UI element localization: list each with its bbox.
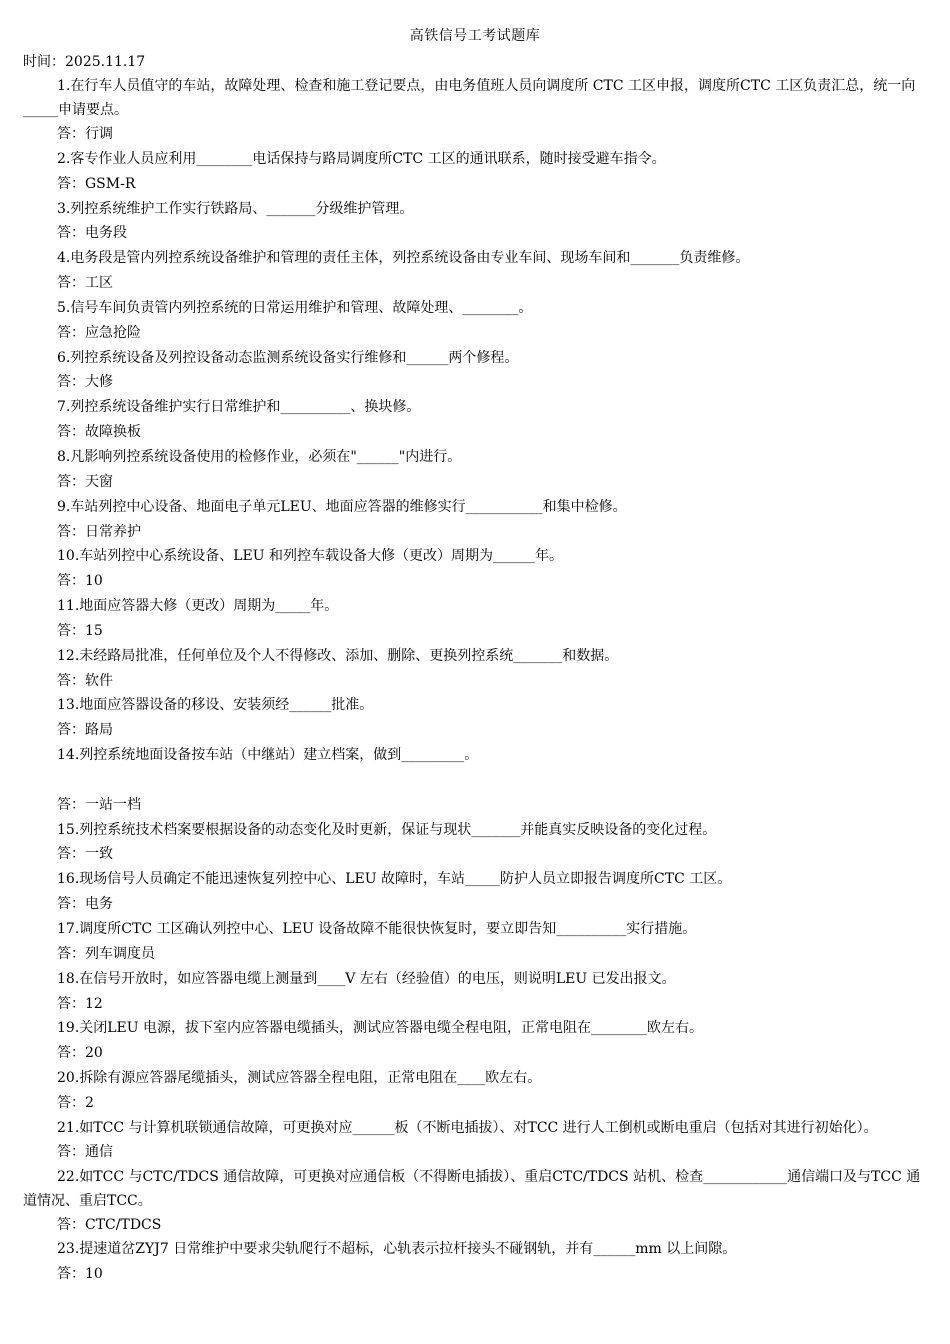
question-text: 12.未经路局批准，任何单位及个人不得修改、添加、删除、更换列控系统_______和数据。 (57, 647, 619, 664)
qa-item-21 (23, 1116, 928, 1165)
qa-item-7 (23, 395, 928, 445)
answer-text: 答：故障换板 (57, 424, 141, 441)
qa-item-3 (23, 197, 928, 247)
question-text: 10.车站列控中心系统设备、LEU 和列控车载设备大修（更改）周期为______年。 (57, 548, 564, 565)
answer-text: 答：CTC/TDCS (57, 1216, 162, 1233)
answer-text: 答：路局 (57, 722, 113, 739)
question-text: 20.拆除有源应答器尾缆插头，测试应答器全程电阻，正常电阻在____欧左右。 (57, 1070, 542, 1087)
qa-item-11 (23, 594, 928, 644)
answer-text: 答：2 (57, 1094, 94, 1111)
question-text: 9.车站列控中心设备、地面电子单元LEU、地面应答器的维修实行___________和集中检修。 (57, 498, 627, 515)
question-text: 11.地面应答器大修（更改）周期为_____年。 (57, 598, 339, 615)
answer-text: 答：一致 (57, 846, 113, 863)
question-text: 21.如TCC 与计算机联锁通信故障，可更换对应______板（不断电插拔）、对TCC 进行人工倒机或断电重启（包括对其进行初始化）。 (57, 1119, 878, 1136)
question-text: 2.客专作业人员应利用________电话保持与路局调度所CTC 工区的通讯联系，随时接受避车指令。 (57, 150, 666, 167)
qa-item-1 (23, 74, 928, 147)
question-text: 6.列控系统设备及列控设备动态监测系统设备实行维修和______两个修程。 (57, 349, 519, 366)
qa-item-8 (23, 445, 928, 495)
qa-item-19 (23, 1016, 928, 1066)
question-text: 23.提速道岔ZYJ7 日常维护中要求尖轨爬行不超标，心轨表示拉杆接头不碰钢轨，并有______mm 以上间隙。 (57, 1241, 737, 1258)
question-text: 7.列控系统设备维护实行日常维护和__________、换块修。 (57, 399, 421, 416)
answer-text: 答：天窗 (57, 473, 113, 490)
document-title: 高铁信号工考试题库 (409, 28, 541, 44)
qa-item-5 (23, 296, 928, 346)
qa-item-20 (23, 1066, 928, 1116)
answer-text: 答：电务 (57, 896, 113, 913)
answer-text: 答：日常养护 (57, 523, 141, 540)
answer-text: 答：大修 (57, 374, 113, 391)
qa-item-14 (23, 743, 928, 818)
question-text: 22.如TCC 与CTC/TDCS 通信故障，可更换对应通信板（不得断电插拔）、重启CTC/TDCS 站机、检查____________通信端口及与TCC 通道情况、重启TCC。 (23, 1168, 921, 1209)
answer-text: 答：软件 (57, 672, 113, 689)
question-text: 14.列控系统地面设备按车站（中继站）建立档案，做到_________。 (57, 747, 479, 764)
document-time: 时间：2025.11.17 (23, 54, 146, 70)
question-text: 8.凡影响列控系统设备使用的检修作业，必须在"______"内进行。 (57, 448, 462, 465)
answer-text: 答：10 (57, 1266, 103, 1283)
qa-item-23 (23, 1237, 928, 1287)
qa-item-6 (23, 346, 928, 396)
answer-text: 答：电务段 (57, 225, 127, 242)
qa-item-4 (23, 246, 928, 296)
question-list (23, 74, 928, 1287)
qa-item-16 (23, 867, 928, 917)
question-text: 1.在行车人员值守的车站，故障处理、检查和施工登记要点，由电务值班人员向调度所 CTC 工区申报，调度所CTC 工区负责汇总，统一向_____申请要点。 (23, 78, 916, 118)
question-text: 13.地面应答器设备的移设、安装须经______批准。 (57, 697, 374, 714)
qa-item-2 (23, 147, 928, 197)
question-text: 18.在信号开放时，如应答器电缆上测量到____V 左右（经验值）的电压，则说明LEU 已发出报文。 (57, 970, 676, 987)
qa-item-13 (23, 693, 928, 743)
question-text: 16.现场信号人员确定不能迅速恢复列控中心、LEU 故障时，车站_____防护人员立即报告调度所CTC 工区。 (57, 871, 732, 888)
answer-text: 答：通信 (57, 1143, 113, 1160)
answer-text: 答：应急抢险 (57, 324, 141, 341)
qa-item-17 (23, 917, 928, 967)
qa-item-12 (23, 644, 928, 694)
blank-line (23, 768, 928, 793)
answer-text: 答：10 (57, 573, 103, 590)
answer-text: 答：20 (57, 1045, 103, 1062)
answer-text: 答：一站一档 (57, 796, 141, 813)
question-text: 5.信号车间负责管内列控系统的日常运用维护和管理、故障处理、________。 (57, 299, 533, 316)
qa-item-9 (23, 495, 928, 545)
answer-text: 答：GSM-R (57, 175, 136, 192)
qa-item-10 (23, 544, 928, 594)
question-text: 4.电务段是管内列控系统设备维护和管理的责任主体，列控系统设备由专业车间、现场车间和_______负责维修。 (57, 250, 750, 267)
question-text: 19.关闭LEU 电源，拔下室内应答器电缆插头，测试应答器电缆全程电阻，正常电阻在________欧左右。 (57, 1020, 704, 1037)
qa-item-18 (23, 967, 928, 1017)
answer-text: 答：15 (57, 622, 103, 639)
question-text: 15.列控系统技术档案要根据设备的动态变化及时更新，保证与现状_______并能真实反映设备的变化过程。 (57, 821, 717, 838)
answer-text: 答：行调 (57, 126, 113, 142)
answer-text: 答：工区 (57, 275, 113, 292)
question-text: 17.调度所CTC 工区确认列控中心、LEU 设备故障不能很快恢复时，要立即告知__________实行措施。 (57, 921, 697, 937)
qa-item-15 (23, 818, 928, 868)
qa-item-22 (23, 1165, 928, 1238)
answer-text: 答：列车调度员 (57, 945, 155, 962)
answer-text: 答：12 (57, 995, 103, 1012)
question-text: 3.列控系统维护工作实行铁路局、_______分级维护管理。 (57, 200, 414, 217)
